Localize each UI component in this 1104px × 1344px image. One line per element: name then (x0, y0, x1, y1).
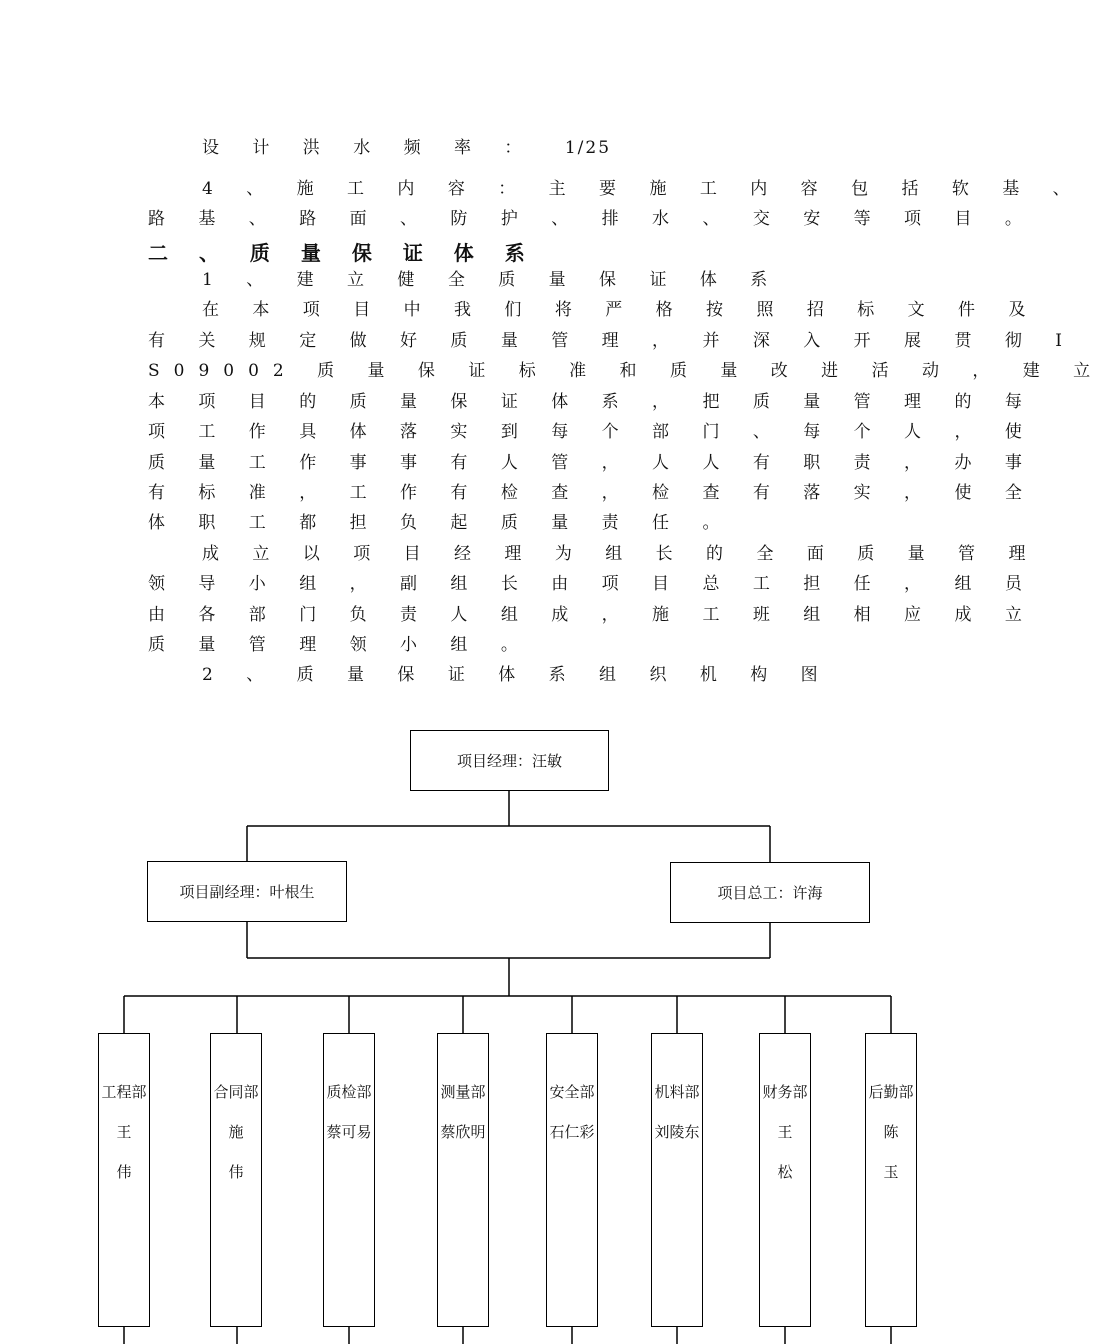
paragraph-2-line: 成 立 以 项 目 经 理 为 组 长 的 全 面 质 量 管 理 (202, 544, 1040, 564)
dept-engineering-box (98, 1033, 150, 1327)
dept-person: 王 (777, 1123, 793, 1141)
chief-engineer-box (670, 862, 870, 923)
subsection-2-title: 2 、 质 量 保 证 体 系 组 织 机 构 图 (202, 665, 832, 685)
dept-name: 安全部 (549, 1083, 595, 1101)
section-heading: 二 、 质 量 保 证 体 系 (148, 241, 537, 265)
dept-person: 石仁彩 (549, 1123, 595, 1141)
flood-frequency-label: 设 计 洪 水 频 率 ： (202, 138, 536, 158)
paragraph-2-line: 领 导 小 组 ， 副 组 长 由 项 目 总 工 担 任 ， 组 员 (148, 574, 1036, 594)
dept-survey-box (437, 1033, 489, 1327)
paragraph-2-line: 由 各 部 门 负 责 人 组 成 ， 施 工 班 组 相 应 成 立 (148, 605, 1036, 625)
dept-person: 玉 (883, 1163, 899, 1181)
paragraph-1-line: 有 标 准 ， 工 作 有 检 查 ， 检 查 有 落 实 ， 使 全 (148, 483, 1036, 503)
dept-name: 后勤部 (868, 1083, 914, 1101)
paragraph-1-line: S09002 质 量 保 证 标 准 和 质 量 改 进 活 动 ， 建 立 (148, 361, 1104, 381)
paragraph-1-line: 有 关 规 定 做 好 质 量 管 理 ， 并 深 入 开 展 贯 彻 I (148, 331, 1076, 351)
flood-frequency-value: 1/25 (564, 138, 612, 158)
subsection-1-title: 1 、 建 立 健 全 质 量 保 证 体 系 (202, 270, 782, 290)
paragraph-1-line: 质 量 工 作 事 事 有 人 管 ， 人 人 有 职 责 ， 办 事 (148, 453, 1036, 473)
dept-person: 伟 (116, 1163, 132, 1181)
deputy-manager-label: 项目副经理：叶根生 (179, 883, 315, 901)
dept-contract-box (210, 1033, 262, 1327)
dept-name: 财务部 (762, 1083, 808, 1101)
dept-name: 合同部 (213, 1083, 259, 1101)
project-manager-box (410, 730, 609, 791)
dept-name: 测量部 (440, 1083, 486, 1101)
dept-name: 工程部 (101, 1083, 147, 1101)
dept-name: 机料部 (654, 1083, 700, 1101)
construction-content-line-2: 路 基 、 路 面 、 防 护 、 排 水 、 交 安 等 项 目 。 (148, 209, 1036, 229)
paragraph-1-line: 项 工 作 具 体 落 实 到 每 个 部 门 、 每 个 人 ， 使 (148, 422, 1036, 442)
dept-person: 蔡可易 (326, 1123, 372, 1141)
dept-person: 伟 (228, 1163, 244, 1181)
project-manager-label: 项目经理：汪敏 (456, 752, 562, 770)
chief-engineer-label: 项目总工：许海 (717, 884, 823, 902)
dept-person: 施 (228, 1123, 244, 1141)
construction-content-line-1: 4 、 施 工 内 容 ： 主 要 施 工 内 容 包 括 软 基 、 (202, 179, 1084, 199)
paragraph-1-line: 体 职 工 都 担 负 起 质 量 责 任 。 (148, 513, 734, 533)
dept-person: 刘陵东 (654, 1123, 700, 1141)
dept-materials-box (651, 1033, 703, 1327)
dept-person: 松 (777, 1163, 793, 1181)
deputy-manager-box (147, 861, 347, 922)
dept-finance-box (759, 1033, 811, 1327)
dept-person: 陈 (883, 1123, 899, 1141)
dept-name: 质检部 (326, 1083, 372, 1101)
paragraph-1-line: 本 项 目 的 质 量 保 证 体 系 ， 把 质 量 管 理 的 每 (148, 392, 1036, 412)
dept-quality-inspection-box (323, 1033, 375, 1327)
paragraph-2-line: 质 量 管 理 领 小 组 。 (148, 635, 532, 655)
paragraph-1-line: 在 本 项 目 中 我 们 将 严 格 按 照 招 标 文 件 及 (202, 300, 1040, 320)
dept-person: 蔡欣明 (440, 1123, 486, 1141)
dept-logistics-box (865, 1033, 917, 1327)
dept-safety-box (546, 1033, 598, 1327)
dept-person: 王 (116, 1123, 132, 1141)
